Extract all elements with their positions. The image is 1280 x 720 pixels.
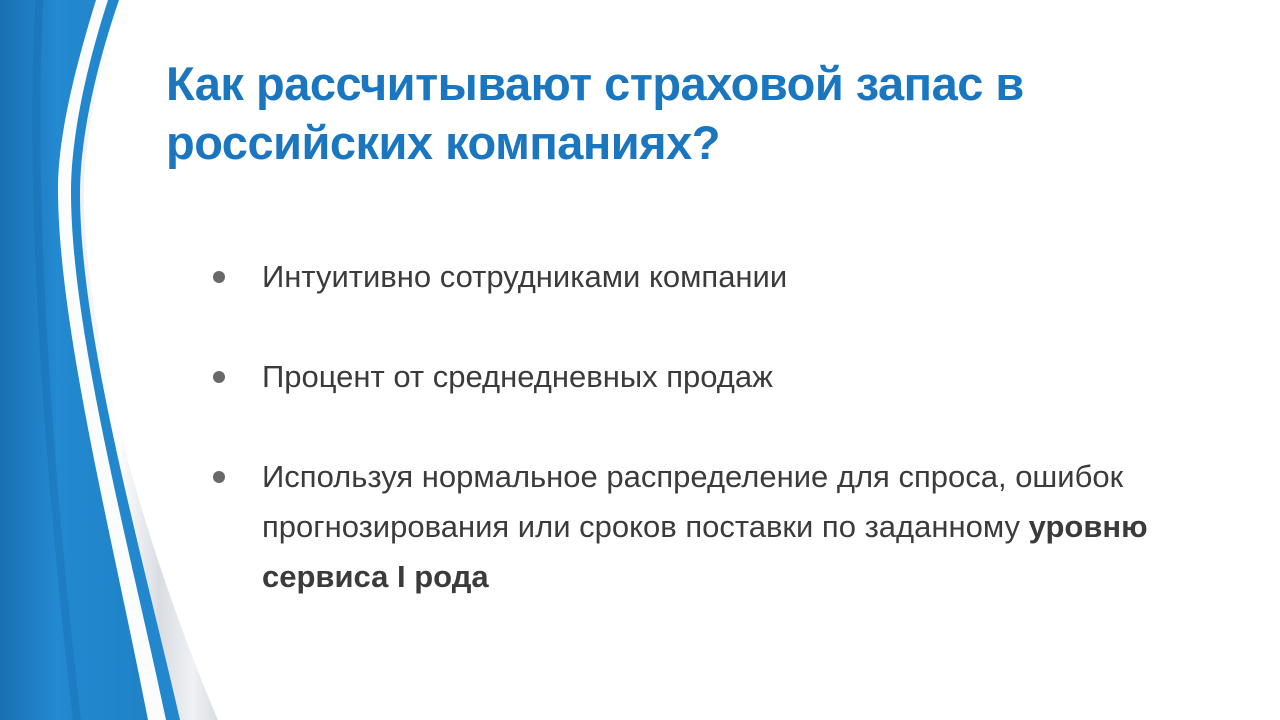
slide-title xyxy=(166,54,1106,172)
bullet-text-line-2: прогнозирования или сроков поставки по заданному уровню xyxy=(262,509,1148,544)
slide-title-line-1: Как рассчитывают страховой запас в xyxy=(166,57,1024,110)
bullet-item-1 xyxy=(213,252,1243,302)
bullet-text-line-3: сервиса I рода xyxy=(262,559,489,594)
slide-title-line-2: российских компаниях? xyxy=(166,116,720,169)
bullet-icon xyxy=(213,371,225,383)
bullet-icon xyxy=(213,271,225,283)
bullet-text: Процент от среднедневных продаж xyxy=(262,359,773,394)
bullet-text-line-1: Используя нормальное распределение для спроса, ошибок xyxy=(262,459,1124,494)
bullet-item-2 xyxy=(213,352,1243,402)
bullet-list xyxy=(213,252,1243,652)
bullet-text: Интуитивно сотрудниками компании xyxy=(262,259,788,294)
bullet-icon xyxy=(213,471,225,483)
bullet-item-3 xyxy=(213,452,1243,602)
